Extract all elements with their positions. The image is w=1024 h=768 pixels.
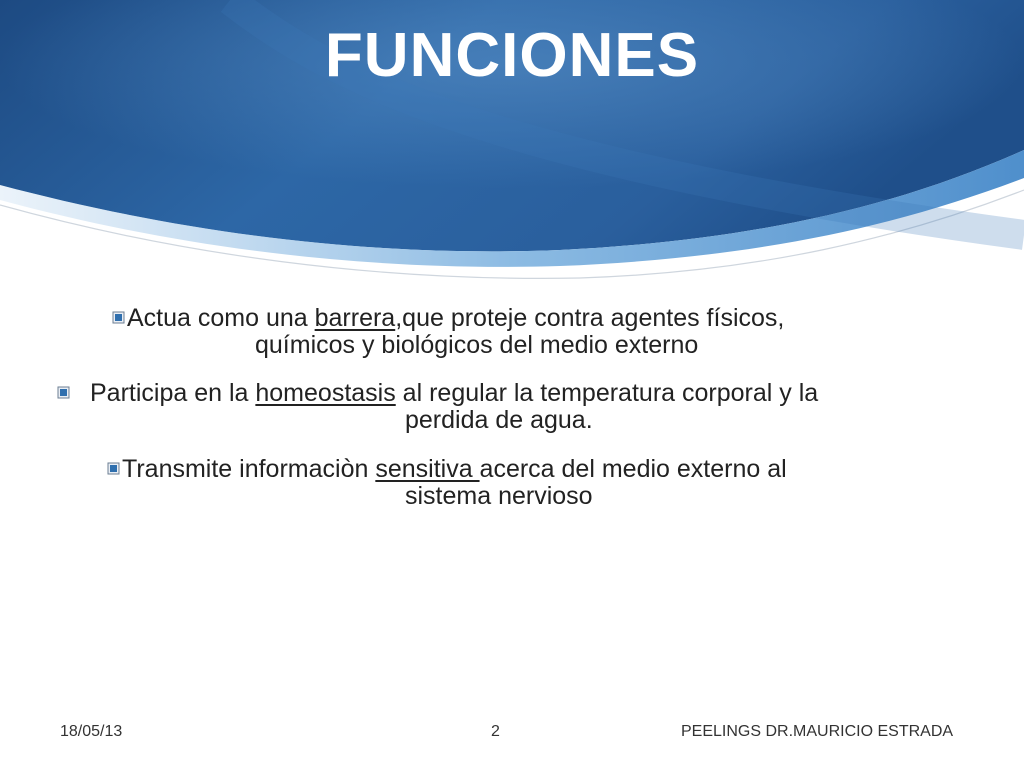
bullet-text: Transmite informaciòn xyxy=(122,455,376,483)
bullet-line xyxy=(107,456,787,483)
bullet-text: al regular la temperatura corporal y la xyxy=(395,379,819,407)
bullet-text: ,que proteje contra agentes físicos, xyxy=(395,304,785,332)
bullet-line xyxy=(112,332,784,359)
bullet-item-barrier xyxy=(112,305,784,359)
bullet-line xyxy=(57,380,818,407)
slide-title: FUNCIONES xyxy=(324,21,700,90)
bullet-item-sensory xyxy=(107,456,787,510)
footer-page-number: 2 xyxy=(491,723,500,740)
checkbox-bullet-icon xyxy=(57,386,70,399)
bullet-line xyxy=(112,305,784,332)
bullet-underlined-term: barrera xyxy=(314,304,396,332)
bullet-text: acerca del medio externo al xyxy=(479,455,787,483)
bullet-text: químicos y biológicos del medio externo xyxy=(255,331,699,359)
checkbox-bullet-icon xyxy=(112,311,125,324)
bullet-underlined-term: homeostasis xyxy=(255,379,396,407)
bullet-text: Actua como una xyxy=(127,304,315,332)
footer-date: 18/05/13 xyxy=(60,723,123,740)
bullet-text: perdida de agua. xyxy=(405,406,593,434)
bullet-underlined-term: sensitiva xyxy=(375,455,480,483)
footer-author: PEELINGS DR.MAURICIO ESTRADA xyxy=(681,723,954,740)
bullet-text: sistema nervioso xyxy=(405,482,593,510)
bullet-line xyxy=(107,483,787,510)
bullet-line xyxy=(57,407,818,434)
checkbox-bullet-icon xyxy=(107,462,120,475)
bullet-item-homeostasis xyxy=(57,380,818,434)
bullet-text: Participa en la xyxy=(90,379,256,407)
